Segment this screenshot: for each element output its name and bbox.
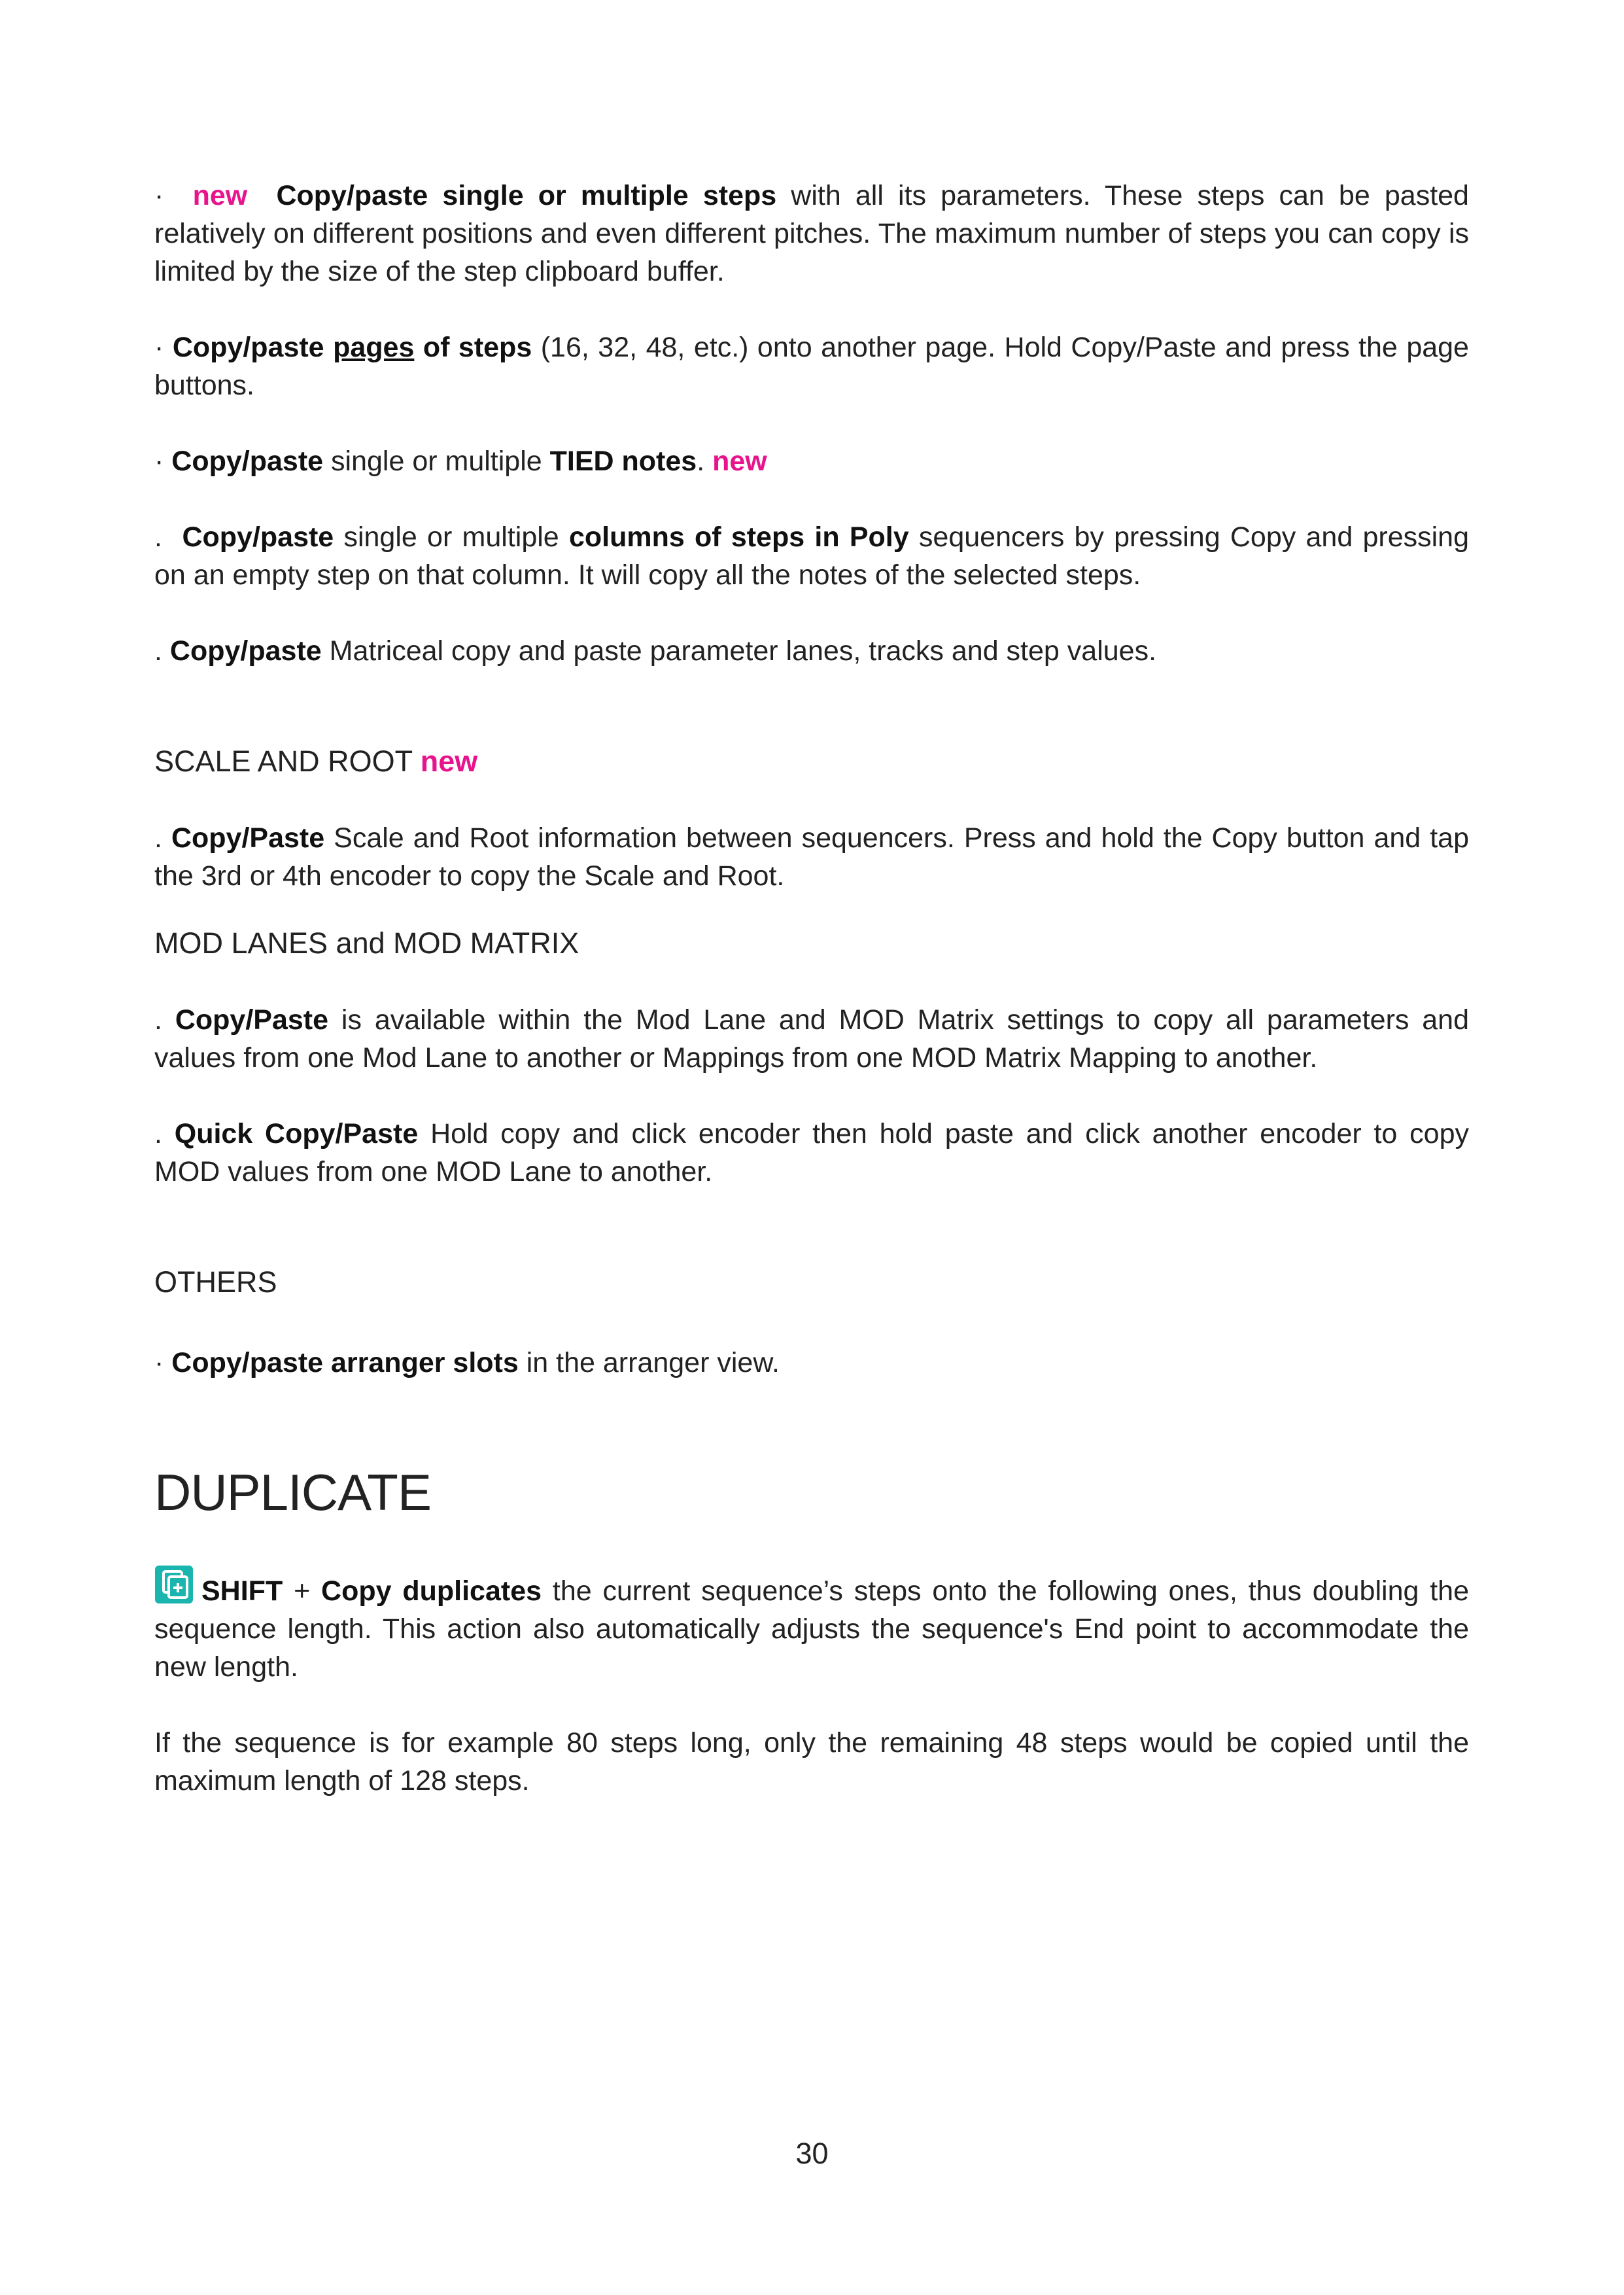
paragraph-text: Scale and Root information between sequencers. Press and hold the Copy button and tap the 3rd or 4th encoder to copy the Scale and Root. bbox=[154, 822, 1469, 892]
paragraph-mod-copy bbox=[154, 1001, 1469, 1077]
paragraph-text: single or multiple bbox=[343, 521, 559, 553]
paragraph-mod-quick-copy bbox=[154, 1115, 1469, 1191]
section-heading-mod: MOD LANES and MOD MATRIX bbox=[154, 926, 579, 960]
new-tag: new bbox=[712, 446, 767, 477]
bullet: . bbox=[154, 1004, 162, 1036]
bold-term: SHIFT bbox=[201, 1575, 283, 1607]
bullet: . bbox=[154, 635, 162, 667]
paragraph-copy-tied-notes bbox=[154, 442, 1469, 480]
bullet: . bbox=[154, 822, 162, 854]
paragraph-text: Hold copy and click encoder then hold paste and click another encoder to copy MOD values from one MOD Lane to another. bbox=[154, 1118, 1469, 1187]
bold-term: Copy/paste bbox=[171, 446, 324, 477]
paragraph-copy-steps bbox=[154, 177, 1469, 290]
paragraph-duplicate bbox=[154, 1565, 1469, 1686]
paragraph-text: . bbox=[697, 446, 705, 477]
page-content bbox=[154, 177, 1469, 1800]
paragraph-text: the current sequence’s steps onto the following ones, thus doubling the sequence length. This action also automatically adjusts the sequence's End point to accommodate the new length. bbox=[154, 1575, 1470, 1683]
paragraph-scale-root bbox=[154, 819, 1469, 895]
paragraph-text: sequencers by pressing Copy and pressing on an empty step on that column. It will copy all the notes of the selected steps. bbox=[154, 521, 1470, 591]
bold-term: TIED notes bbox=[549, 446, 697, 477]
bullet: · bbox=[154, 1347, 164, 1378]
bold-term: columns of steps in Poly bbox=[568, 521, 909, 553]
paragraph-text: single or multiple bbox=[331, 446, 542, 477]
paragraph-text: (16, 32, 48, etc.) onto another page. Hold Copy/Paste and press the page buttons. bbox=[154, 332, 1469, 401]
bold-term: Quick Copy/Paste bbox=[174, 1118, 419, 1149]
bold-term: Copy/Paste bbox=[171, 822, 325, 854]
bold-term: Copy/paste single or multiple steps bbox=[276, 180, 777, 211]
paragraph-arranger-slots bbox=[154, 1344, 1469, 1382]
section-heading-duplicate: DUPLICATE bbox=[154, 1463, 431, 1521]
new-tag: new bbox=[192, 180, 248, 211]
bold-term: Copy/paste arranger slots bbox=[171, 1347, 519, 1378]
bold-term: Copy/Paste bbox=[175, 1004, 329, 1036]
page-number: 30 bbox=[795, 2137, 829, 2170]
bullet: . bbox=[154, 1118, 162, 1149]
paragraph-copy-pages bbox=[154, 328, 1469, 404]
bullet: . bbox=[154, 521, 162, 553]
new-tag: new bbox=[420, 745, 478, 778]
paragraph-copy-columns bbox=[154, 518, 1469, 594]
paragraph-text: with all its parameters. These steps can be pasted relatively on different positions and even different pitches. The maximum number of steps you can copy is limited by the size of the step clipboard buffer. bbox=[154, 180, 1469, 287]
paragraph-text: Matriceal copy and paste parameter lanes, tracks and step values. bbox=[329, 635, 1157, 667]
bold-underlined-term: pages bbox=[333, 332, 415, 363]
bold-term: Copy/paste bbox=[169, 635, 322, 667]
heading-text: SCALE AND ROOT bbox=[154, 745, 413, 778]
bullet: · bbox=[154, 332, 164, 363]
bullet: · bbox=[154, 446, 164, 477]
paragraph-duplicate-example: If the sequence is for example 80 steps long, only the remaining 48 steps would be copied until the maximum length of 128 steps. bbox=[154, 1727, 1469, 1796]
paragraph-text: + bbox=[294, 1575, 311, 1607]
paragraph-copy-matriceal bbox=[154, 632, 1469, 670]
bullet: · bbox=[154, 180, 164, 211]
paragraph-text: in the arranger view. bbox=[526, 1347, 780, 1378]
bold-term: Copy/paste bbox=[182, 521, 334, 553]
bold-term: Copy/paste bbox=[172, 332, 324, 363]
section-heading-scale-root bbox=[154, 742, 1469, 781]
bold-term: Copy duplicates bbox=[321, 1575, 542, 1607]
bold-term: of steps bbox=[423, 332, 532, 363]
paragraph-text: is available within the Mod Lane and MOD Matrix settings to copy all parameters and values from one Mod Lane to another or Mappings from one MOD Matrix Mapping to another. bbox=[154, 1004, 1470, 1074]
section-heading-others: OTHERS bbox=[154, 1265, 277, 1299]
duplicate-icon bbox=[154, 1565, 194, 1604]
